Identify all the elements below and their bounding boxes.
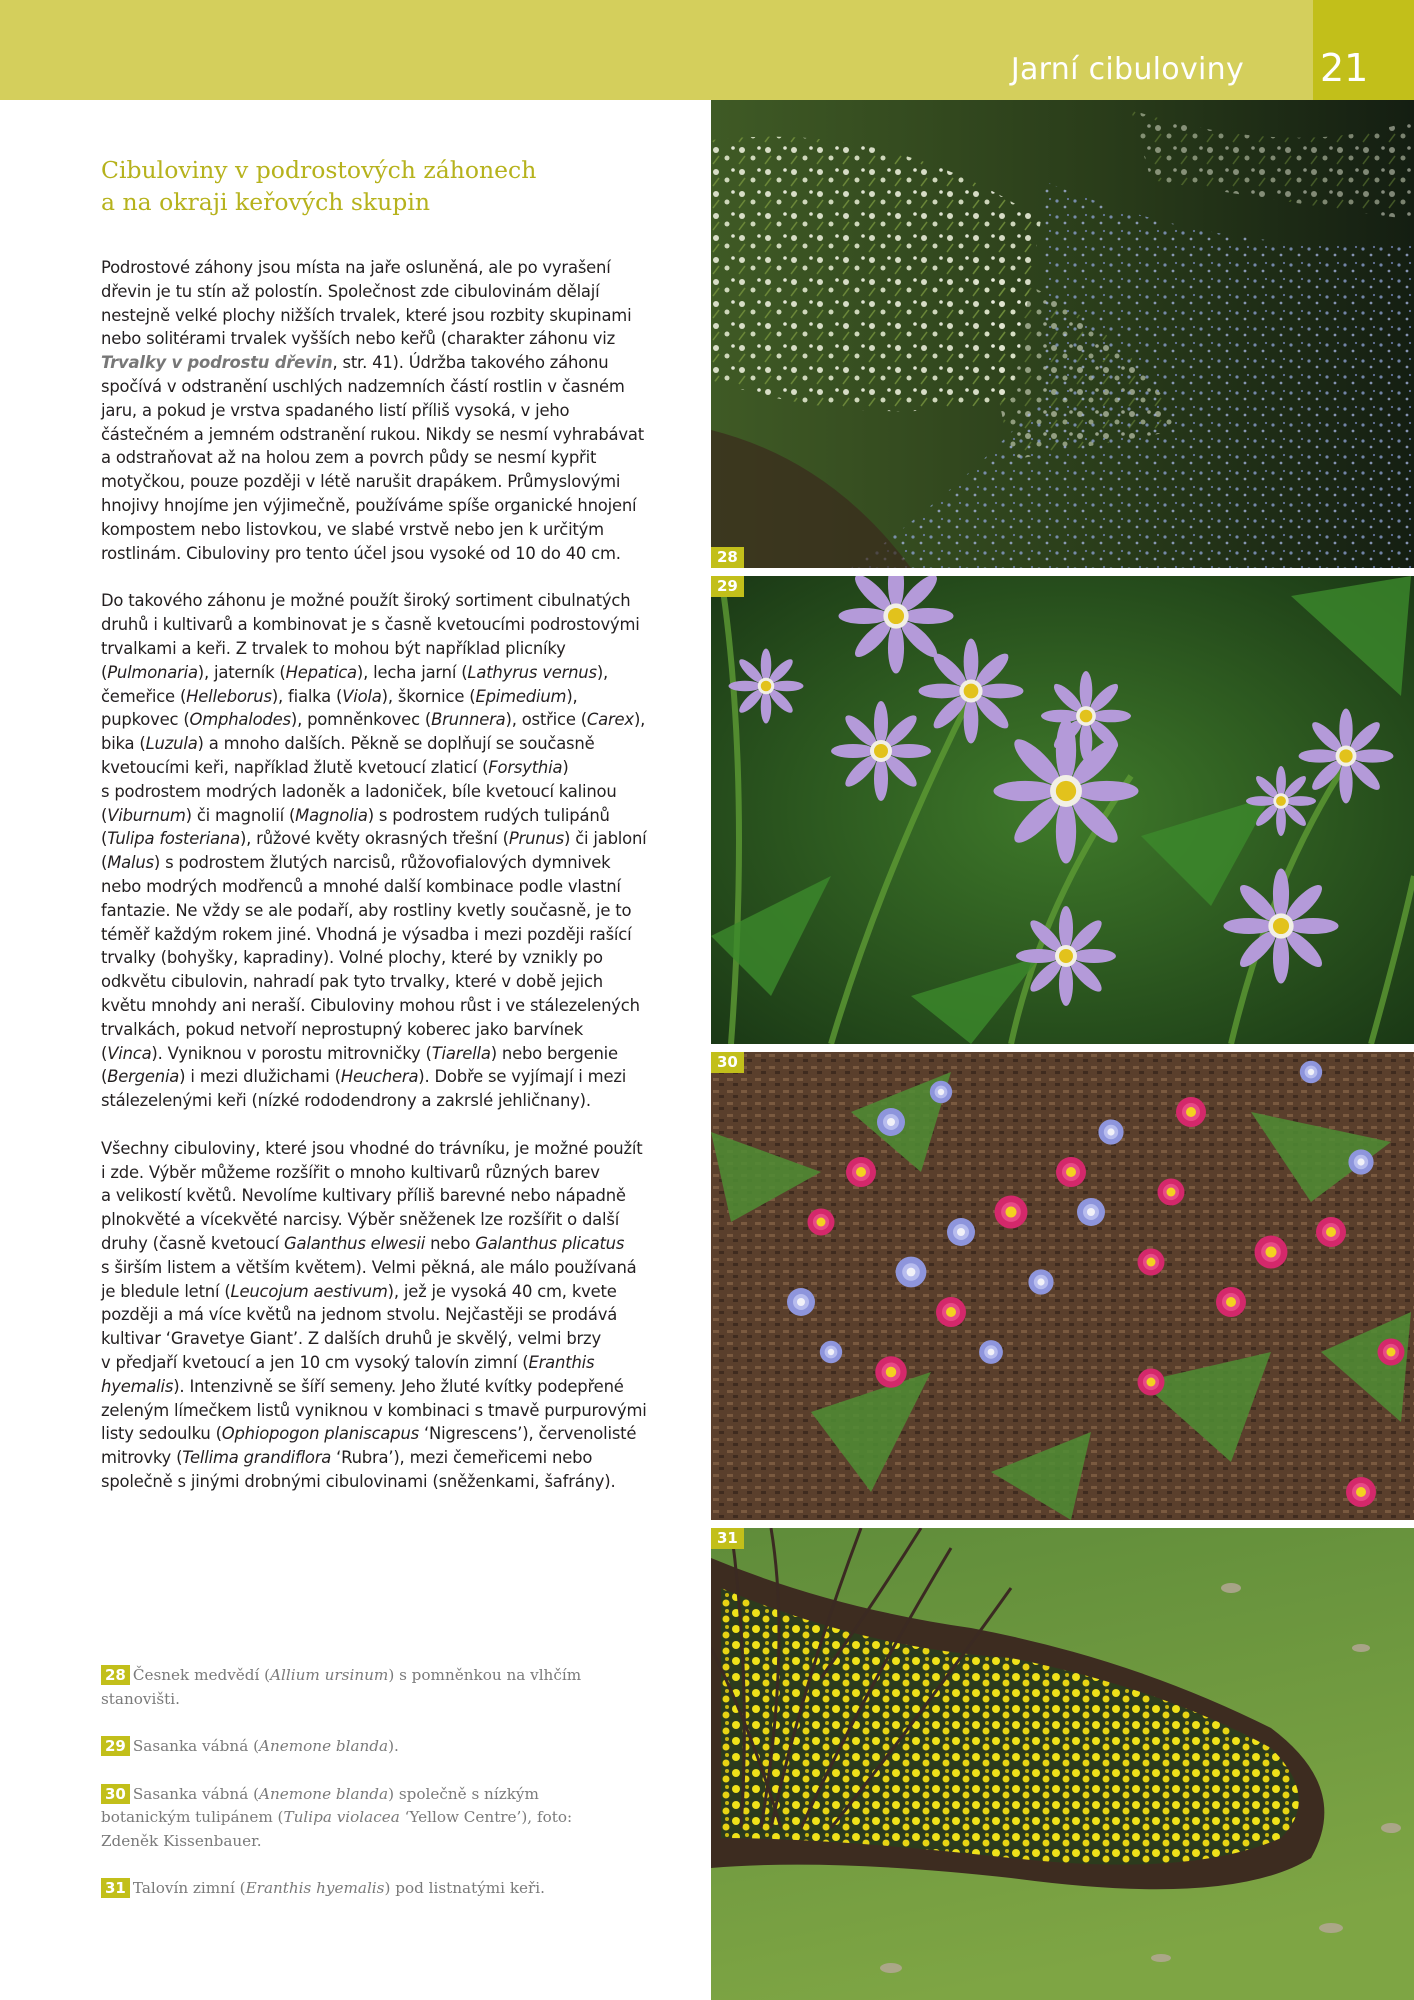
latin-name: Carex bbox=[586, 710, 634, 730]
body-text: ), růžové květy okrasných třešní ( bbox=[239, 829, 509, 849]
latin-name: Galanthus plicatus bbox=[475, 1234, 625, 1254]
photo-30-badge: 30 bbox=[711, 1052, 744, 1073]
body-text: ), čemeřice ( bbox=[101, 662, 609, 706]
caption-text: Česnek medvědí ( bbox=[132, 1666, 271, 1684]
body-text: Do takového záhonu je možné použít široký sortiment cibulnatých druhů i kultivarů a kombinovat je s časně kvetoucími podrostovými trvalkami a keři. Z trvalek to mohou být například plicníky ( bbox=[101, 591, 640, 682]
latin-name: Eranthis hyemalis bbox=[101, 1353, 595, 1396]
caption-text: Sasanka vábná ( bbox=[132, 1784, 259, 1803]
latin-name: Brunnera bbox=[431, 710, 506, 730]
photo-29-badge: 29 bbox=[711, 576, 744, 597]
paragraph-1-text-b: , str. 41). Údržba takového záhonu spočívá v odstranění uschlých nadzemních částí rostlin v časném jaru, a pokud je vrstva spadaného listí příliš vysoká, v jeho částečném a jemném odstranění rukou. Nikdy se nesmí vyhrabávat a odstraňovat až na holou zem a povrch půdy se nesmí kypřit motyčkou, pouze později v létě narušit drapákem. Průmyslovými hnojivy hnojíme jen výjimečně, používáme spíše organické hnojení kompostem nebo listovkou, ve slabé vrstvě nebo jen k určitým rostlinám. Cibuloviny pro tento účel jsou vysoké od 10 do 40 cm. bbox=[101, 353, 644, 563]
caption-number: 31 bbox=[101, 1878, 130, 1898]
caption-latin: Tulipa violacea bbox=[283, 1808, 400, 1826]
caption-text: ) s pomněnkou na vlhčím stanovišti. bbox=[101, 1666, 582, 1708]
body-text: ), bika ( bbox=[101, 710, 646, 754]
latin-name: Heuchera bbox=[340, 1067, 419, 1087]
latin-name: Malus bbox=[107, 853, 154, 873]
latin-name: Vinca bbox=[107, 1043, 152, 1063]
photo-31-badge: 31 bbox=[711, 1528, 744, 1549]
paragraph-2 bbox=[101, 589, 681, 1113]
body-text: ), ostřice ( bbox=[505, 710, 587, 730]
photo-29-image bbox=[711, 576, 1414, 1044]
caption-latin: Eranthis hyemalis bbox=[245, 1879, 385, 1897]
photo-30 bbox=[711, 1052, 1414, 1520]
latin-name: Leucojum aestivum bbox=[230, 1281, 388, 1301]
article bbox=[101, 154, 681, 1518]
body-text: ), škornice ( bbox=[381, 686, 476, 706]
latin-name: Tiarella bbox=[431, 1043, 491, 1063]
photo-28 bbox=[711, 100, 1414, 568]
caption-31 bbox=[101, 1877, 621, 1901]
latin-name: Epimedium bbox=[475, 686, 567, 706]
paragraph-1 bbox=[101, 256, 681, 565]
latin-name: Galanthus elwesii bbox=[284, 1234, 426, 1254]
latin-name: Prunus bbox=[508, 829, 564, 849]
latin-name: Viola bbox=[342, 686, 382, 706]
photo-31 bbox=[711, 1528, 1414, 2000]
body-text: ), pupkovec ( bbox=[101, 686, 578, 730]
photo-30-image bbox=[711, 1052, 1414, 1520]
caption-text: ‘Yellow Centre’), foto: Zdeněk Kissenbauer. bbox=[101, 1808, 573, 1850]
latin-name: Forsythia bbox=[488, 757, 563, 777]
body-text: ) nebo bergenie ( bbox=[101, 1043, 618, 1087]
caption-30 bbox=[101, 1783, 621, 1854]
cross-reference: Trvalky v podrostu dřevin bbox=[101, 353, 333, 373]
caption-29 bbox=[101, 1735, 621, 1759]
body-text: nebo bbox=[425, 1234, 476, 1254]
caption-28 bbox=[101, 1664, 621, 1711]
heading-line-2: a na okraji keřových skupin bbox=[101, 188, 430, 216]
caption-text: Talovín zimní ( bbox=[132, 1879, 246, 1897]
photo-28-badge: 28 bbox=[711, 547, 744, 568]
photo-31-image bbox=[711, 1528, 1414, 2000]
latin-name: Magnolia bbox=[295, 805, 368, 825]
caption-text: ) pod listnatými keři. bbox=[384, 1879, 545, 1897]
latin-name: Tellima grandiflora bbox=[182, 1448, 332, 1468]
body-text: Všechny cibuloviny, které jsou vhodné do trávníku, je možné použít i zde. Výběr můžeme rozšířit o mnoho kultivarů různých barev a velikostí květů. Nevolíme kultivary příliš barevné nebo nápadně plnokvěté a vícekvěté narcisy. Výběr sněženek lze rozšířit o další druhy (časně kvetoucí bbox=[101, 1138, 643, 1254]
caption-latin: Anemone blanda bbox=[259, 1784, 389, 1803]
body-text: ), jaterník ( bbox=[197, 662, 286, 682]
latin-name: Tulipa fosteriana bbox=[107, 829, 240, 849]
body-text: ‘Rubra’), mezi čemeřicemi nebo společně s jinými drobnými cibulovinami (sněženkami, šafrány). bbox=[101, 1448, 616, 1492]
paragraph-3 bbox=[101, 1137, 681, 1494]
paragraph-1-text-a: Podrostové záhony jsou místa na jaře osluněná, ale po vyrašení dřevin je tu stín až polostín. Společnost zde cibulovinám dělají nestejně velké plochy nižších trvalek, které jsou rozbity skupinami nebo solitérami trvalek vyšších nebo keřů (charakter záhonu viz bbox=[101, 258, 632, 349]
body-text: ) či jabloní ( bbox=[101, 829, 647, 873]
body-text: ) s podrostem rudých tulipánů ( bbox=[101, 805, 610, 849]
page-number: 21 bbox=[1320, 46, 1369, 90]
caption-number: 28 bbox=[101, 1665, 130, 1685]
heading-line-1: Cibuloviny v podrostových záhonech bbox=[101, 156, 537, 184]
body-text: ). Dobře se vyjímají i mezi stálezelenými keři (nízké rododendrony a zakrslé jehličnany). bbox=[101, 1067, 627, 1111]
latin-name: Ophiopogon planiscapus bbox=[221, 1424, 419, 1444]
latin-name: Viburnum bbox=[107, 805, 186, 825]
body-text: ). Intenzivně se šíří semeny. Jeho žluté kvítky podepřené zeleným límečkem listů vyniknou v kombinaci s tmavě purpurovými listy sedoulku ( bbox=[101, 1376, 647, 1444]
caption-number: 30 bbox=[101, 1784, 130, 1804]
caption-latin: Allium ursinum bbox=[270, 1666, 389, 1684]
body-text: s širším listem a větším květem). Velmi pěkná, ale málo používaná je bledule letní ( bbox=[101, 1257, 637, 1301]
body-text: ) i mezi dlužichami ( bbox=[179, 1067, 341, 1087]
latin-name: Helleborus bbox=[186, 686, 272, 706]
latin-name: Hepatica bbox=[285, 662, 357, 682]
article-heading bbox=[101, 154, 681, 218]
body-text: ) s podrostem modrých ladoněk a ladoniček, bíle kvetoucí kalinou ( bbox=[101, 757, 617, 825]
caption-text: ). bbox=[388, 1737, 399, 1755]
photo-28-image bbox=[711, 100, 1414, 568]
body-text: ), pomněnkovec ( bbox=[290, 710, 432, 730]
caption-latin: Anemone blanda bbox=[259, 1737, 389, 1755]
captions bbox=[101, 1664, 621, 1925]
caption-number: 29 bbox=[101, 1736, 130, 1756]
body-text: ), jež je vysoká 40 cm, kvete později a má více květů na jednom stvolu. Nejčastěji se prodává kultivar ‘Gravetye Giant’. Z dalších druhů je skvělý, velmi brzy v předjaří kvetoucí a jen 10 cm vysoký talovín zimní ( bbox=[101, 1281, 618, 1373]
photo-29 bbox=[711, 576, 1414, 1044]
body-text: ) či magnolií ( bbox=[185, 805, 296, 825]
body-text: ) s podrostem žlutých narcisů, růžovofialových dymnivek nebo modrých modřenců a mnohé další kombinace podle vlastní fantazie. Ne vždy se ale podaří, aby rostliny kvetly současně, je to téměř každým rokem jiné. Vhodná je výsadba i mezi později rašící trvalky (bohyšky, kapradiny). Volné plochy, které by vznikly po odkvětu cibulovin, nahradí pak tyto trvalky, které v době jejich květu mnohdy ani neraší. Cibuloviny mohou růst i ve stálezelených trvalkách, pokud netvoří neprostupný koberec jako barvínek ( bbox=[101, 853, 640, 1063]
latin-name: Luzula bbox=[145, 734, 198, 754]
caption-text: ) společně s nízkým botanickým tulipánem ( bbox=[101, 1784, 539, 1826]
body-text: ‘Nigrescens’), červenolisté mitrovky ( bbox=[101, 1424, 637, 1468]
body-text: ) a mnoho dalších. Pěkně se doplňují se současně kvetoucími keři, například žlutě kvetoucí zlaticí ( bbox=[101, 734, 595, 777]
body-text: ), fialka ( bbox=[271, 686, 343, 706]
body-text: ). Vyniknou v porostu mitrovničky ( bbox=[151, 1043, 432, 1063]
caption-text: Sasanka vábná ( bbox=[132, 1737, 259, 1755]
latin-name: Lathyrus vernus bbox=[467, 662, 597, 682]
latin-name: Omphalodes bbox=[189, 710, 291, 730]
section-title: Jarní cibuloviny bbox=[1010, 52, 1244, 87]
latin-name: Pulmonaria bbox=[107, 662, 198, 682]
latin-name: Bergenia bbox=[107, 1067, 180, 1087]
body-text: ), lecha jarní ( bbox=[356, 662, 468, 682]
